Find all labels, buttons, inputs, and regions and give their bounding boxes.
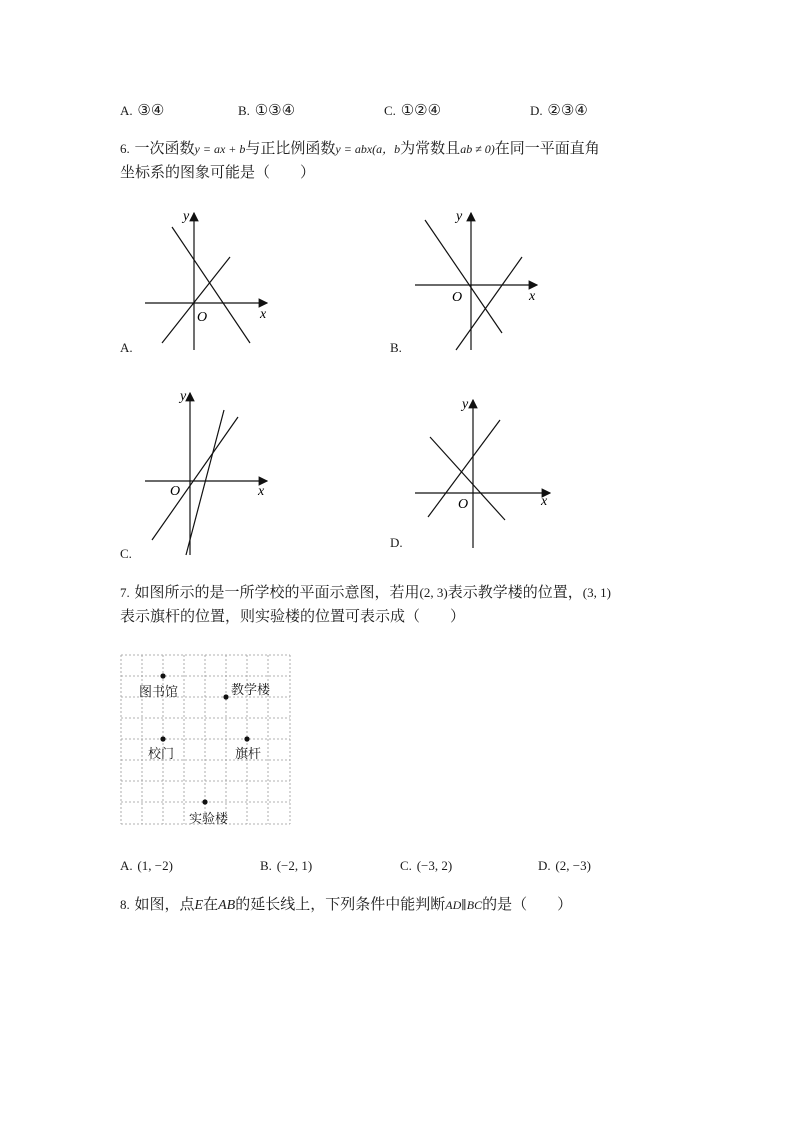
line-decreasing xyxy=(425,220,502,333)
q7-option-d: D. (2, −3) xyxy=(538,858,591,873)
y-label: y xyxy=(180,389,187,404)
map-label-lab: 实验楼 xyxy=(189,812,229,827)
q6-number: 6. xyxy=(120,141,130,156)
x-label: x xyxy=(258,484,265,499)
q6-line2: 坐标系的图象可能是（ ） xyxy=(120,163,316,181)
q7-coord2: (3, 1) xyxy=(582,585,611,600)
q5-option-c-text: ①②④ xyxy=(400,101,442,119)
q5-option-c: C. ①②④ xyxy=(384,101,442,119)
y-label: y xyxy=(456,209,463,224)
q5-option-d-text: ②③④ xyxy=(547,101,588,119)
x-label: x xyxy=(260,307,267,322)
graph-d-label: D. xyxy=(390,535,403,550)
q7-option-a-value: (1, −2) xyxy=(137,858,173,873)
y-label: y xyxy=(462,397,469,412)
line-decreasing xyxy=(172,227,250,343)
q7-line2: 表示旗杆的位置，则实验楼的位置可表示成（ ） xyxy=(120,607,466,625)
graph-a xyxy=(140,205,280,355)
q5-option-d: D. ②③④ xyxy=(530,101,588,119)
x-label: x xyxy=(529,289,536,304)
q6-expr2: y = abx(a，b xyxy=(335,142,401,156)
q6-line1: 6. 一次函数y = ax + b与正比例函数y = abx(a，b为常数且ab ≠ 0)在同一平面直角 xyxy=(120,139,600,157)
map-label-gate: 校门 xyxy=(148,747,175,762)
q7-option-c-value: (−3, 2) xyxy=(416,858,453,873)
library-dot xyxy=(160,673,165,678)
flagpole-dot xyxy=(244,736,249,741)
q7-option-c: C. (−3, 2) xyxy=(400,858,453,873)
q7-option-b-value: (−2, 1) xyxy=(276,858,313,873)
graph-c-label: C. xyxy=(120,546,132,561)
line-increasing xyxy=(162,257,230,343)
graph-b xyxy=(410,205,550,355)
gate-dot xyxy=(160,736,165,741)
graph-c xyxy=(140,385,280,560)
q8-line1: 8. 如图，点E在AB的延长线上，下列条件中能判断AD∥BC的是（ ） xyxy=(120,895,573,913)
map-label-teaching: 教学楼 xyxy=(231,683,271,698)
q5-option-a: A. ③④ xyxy=(120,101,165,119)
q5-option-b: B. ①③④ xyxy=(238,101,296,119)
origin-label: O xyxy=(452,290,463,305)
q6-expr3: ab ≠ 0) xyxy=(460,142,495,156)
y-label: y xyxy=(183,209,190,224)
q8-point-e: E xyxy=(194,898,204,913)
origin-label: O xyxy=(170,484,181,499)
graph-a-label: A. xyxy=(120,340,133,355)
q7-option-d-value: (2, −3) xyxy=(555,858,591,873)
x-label: x xyxy=(541,494,548,509)
q7-option-a: A. (1, −2) xyxy=(120,858,173,873)
map-label-flagpole: 旗杆 xyxy=(235,747,262,762)
map-label-library: 图书馆 xyxy=(139,685,179,700)
q8-parallel: AD∥BC xyxy=(445,898,483,912)
q8-number: 8. xyxy=(120,897,130,912)
q8-seg-ab: AB xyxy=(218,898,236,913)
graph-b-label: B. xyxy=(390,340,402,355)
graph-d xyxy=(410,392,555,552)
q7-line1: 7. 如图所示的是一所学校的平面示意图，若用(2, 3)表示教学楼的位置，(3, 1) xyxy=(120,583,611,601)
line-increasing xyxy=(456,257,522,350)
q7-option-b: B. (−2, 1) xyxy=(260,858,313,873)
origin-label: O xyxy=(458,497,469,512)
q5-option-a-text: ③④ xyxy=(137,101,165,119)
origin-label: O xyxy=(197,310,208,325)
teaching-dot xyxy=(223,694,228,699)
q6-expr1: y = ax + b xyxy=(194,142,246,156)
q7-coord1: (2, 3) xyxy=(419,585,448,600)
q5-option-b-text: ①③④ xyxy=(254,101,296,119)
q7-number: 7. xyxy=(120,585,130,600)
lab-dot xyxy=(202,799,207,804)
